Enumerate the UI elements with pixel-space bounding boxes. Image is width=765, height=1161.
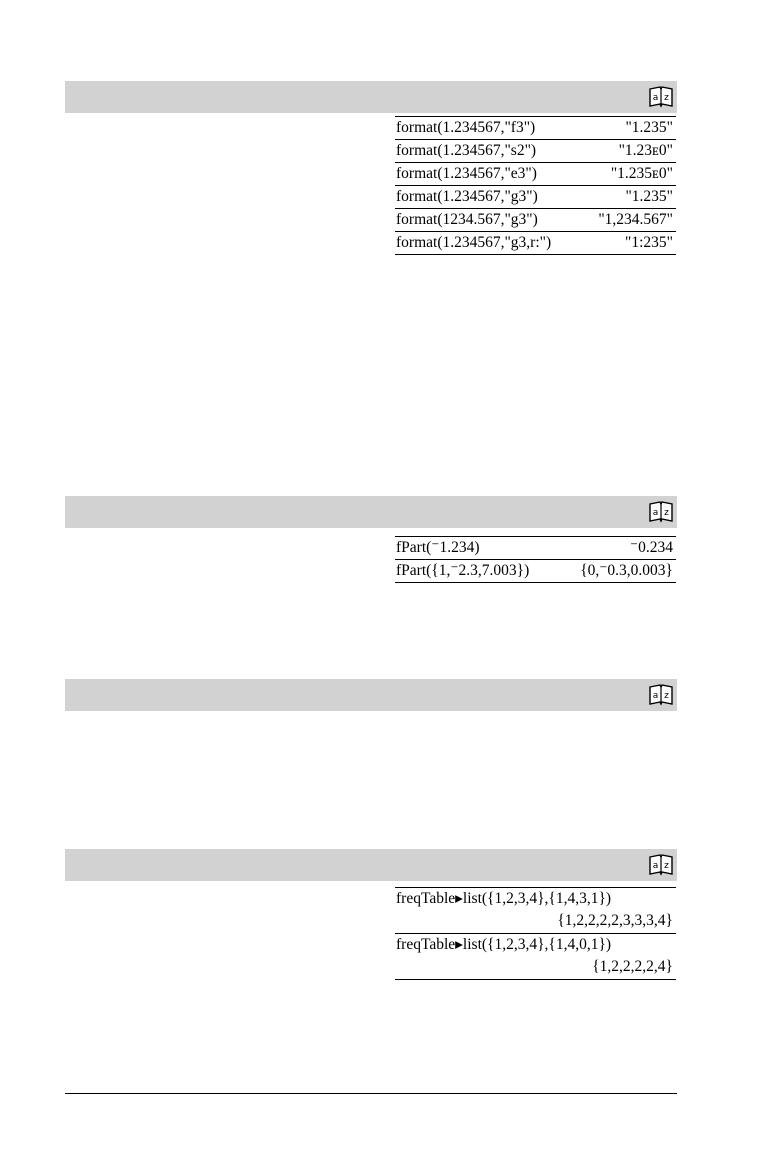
example-result: {0,⁻0.3,0.003} bbox=[580, 562, 673, 579]
svg-text:z: z bbox=[664, 861, 669, 871]
example-input: freqTable▸list({1,2,3,4},{1,4,0,1}) bbox=[396, 936, 612, 953]
example-row bbox=[395, 536, 676, 560]
svg-text:a: a bbox=[652, 861, 659, 871]
example-result: "1.235" bbox=[625, 188, 673, 205]
example-result: "1.23ᴇ0" bbox=[618, 142, 673, 159]
catalog-book-icon bbox=[649, 86, 673, 108]
example-row bbox=[395, 209, 676, 232]
example-table bbox=[395, 536, 676, 583]
example-result: "1.235" bbox=[625, 119, 673, 136]
section-header-bar bbox=[65, 81, 677, 113]
example-input: fPart({1,⁻2.3,7.003}) bbox=[396, 562, 530, 579]
example-input: freqTable▸list({1,2,3,4},{1,4,3,1}) bbox=[396, 890, 612, 907]
catalog-book-icon bbox=[649, 501, 673, 523]
catalog-book-icon bbox=[649, 684, 673, 706]
svg-text:z: z bbox=[664, 691, 669, 701]
example-row bbox=[395, 140, 676, 163]
example-row bbox=[395, 560, 676, 583]
example-row bbox=[395, 934, 676, 980]
section-header-bar bbox=[65, 849, 677, 881]
example-result: "1:235" bbox=[625, 234, 673, 251]
svg-text:z: z bbox=[664, 508, 669, 518]
example-input: format(1.234567,"s2") bbox=[396, 142, 537, 159]
example-row bbox=[395, 116, 676, 140]
example-result: ⁻0.234 bbox=[629, 539, 673, 556]
section-header-bar bbox=[65, 679, 677, 711]
example-input: format(1.234567,"g3,r:") bbox=[396, 234, 552, 251]
example-result: "1,234.567" bbox=[598, 211, 673, 228]
example-row bbox=[395, 186, 676, 209]
footer-rule bbox=[65, 1093, 677, 1094]
example-table bbox=[395, 116, 676, 255]
example-result: {1,2,2,2,2,4} bbox=[592, 958, 673, 975]
example-result: {1,2,2,2,2,3,3,3,4} bbox=[557, 912, 673, 929]
example-input: format(1.234567,"g3") bbox=[396, 188, 538, 205]
example-input: fPart(⁻1.234) bbox=[396, 539, 480, 556]
example-result: "1.235ᴇ0" bbox=[610, 165, 673, 182]
svg-text:a: a bbox=[652, 93, 659, 103]
section-header-bar bbox=[65, 496, 677, 528]
svg-text:z: z bbox=[664, 93, 669, 103]
example-row bbox=[395, 232, 676, 255]
example-input: format(1.234567,"e3") bbox=[396, 165, 537, 182]
example-input: format(1.234567,"f3") bbox=[396, 119, 536, 136]
example-table bbox=[395, 887, 676, 980]
catalog-book-icon bbox=[649, 854, 673, 876]
example-row bbox=[395, 163, 676, 186]
svg-text:a: a bbox=[652, 691, 659, 701]
example-input: format(1234.567,"g3") bbox=[396, 211, 538, 228]
example-row bbox=[395, 887, 676, 934]
svg-text:a: a bbox=[652, 508, 659, 518]
